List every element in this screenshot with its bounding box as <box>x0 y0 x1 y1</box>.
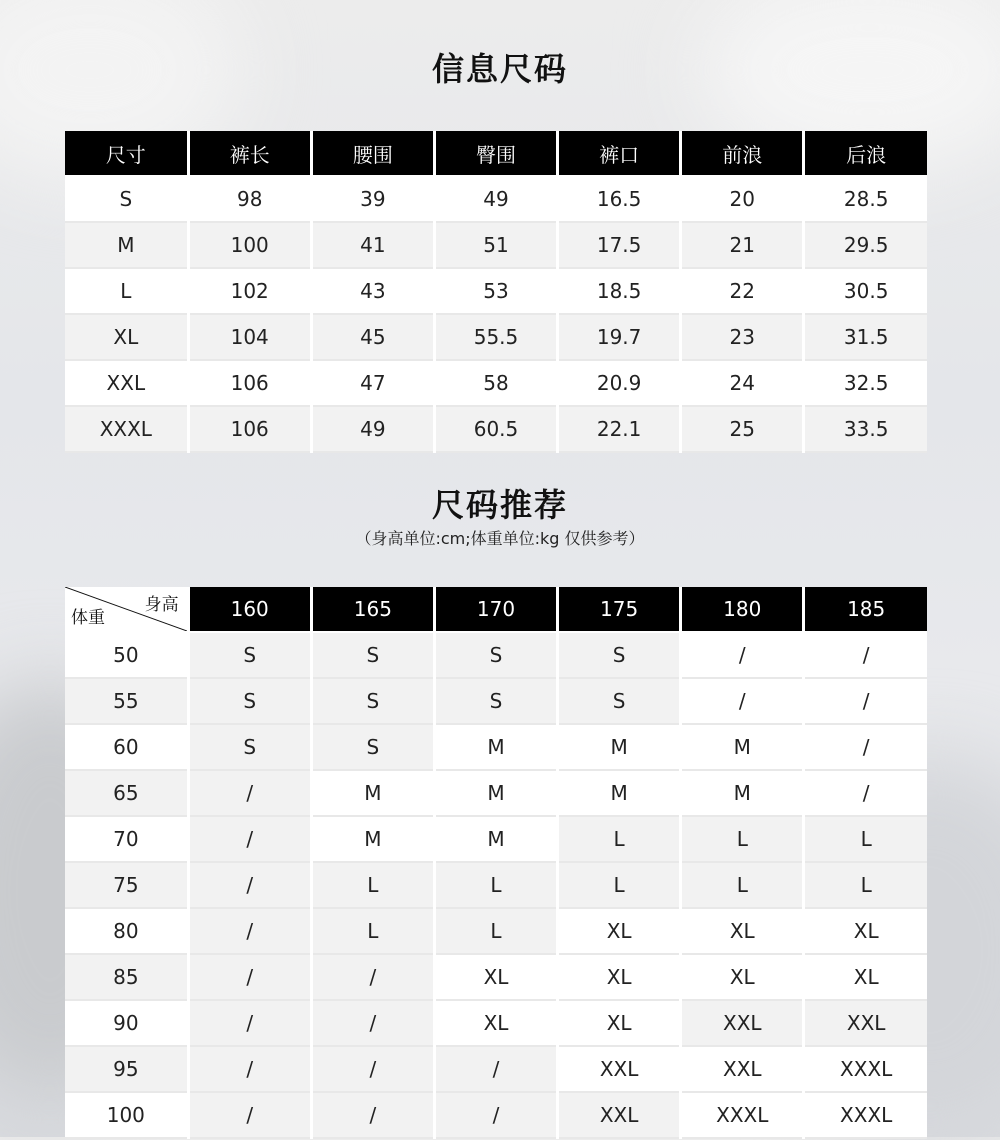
recommended-size-cell: / <box>681 632 804 678</box>
size-label-cell: S <box>65 176 188 222</box>
recommended-size-cell: M <box>681 724 804 770</box>
weight-cell: 55 <box>65 678 188 724</box>
table-row <box>65 1092 927 1138</box>
recommended-size-cell: L <box>804 862 927 908</box>
recommended-size-cell: / <box>434 1092 557 1138</box>
recommended-size-cell: / <box>188 862 311 908</box>
height-header: 170 <box>434 587 557 632</box>
recommended-size-cell: / <box>188 1000 311 1046</box>
table-row <box>65 954 927 1000</box>
size-label-cell: XXXL <box>65 406 188 452</box>
measurement-cell: 98 <box>188 176 311 222</box>
recommended-size-cell: S <box>311 724 434 770</box>
measurement-cell: 60.5 <box>434 406 557 452</box>
measurement-cell: 100 <box>188 222 311 268</box>
size-recommend-table <box>65 587 927 1139</box>
table-row <box>65 268 927 314</box>
measurement-cell: 55.5 <box>434 314 557 360</box>
size-label-cell: XXL <box>65 360 188 406</box>
table-row <box>65 360 927 406</box>
measurement-cell: 18.5 <box>558 268 681 314</box>
column-header: 前浪 <box>681 131 804 176</box>
recommended-size-cell: S <box>188 724 311 770</box>
measurement-cell: 32.5 <box>804 360 927 406</box>
recommended-size-cell: M <box>311 816 434 862</box>
measurement-cell: 47 <box>311 360 434 406</box>
height-header: 185 <box>804 587 927 632</box>
recommended-size-cell: XXL <box>681 1046 804 1092</box>
recommended-size-cell: XL <box>681 954 804 1000</box>
recommended-size-cell: / <box>681 678 804 724</box>
measurement-cell: 31.5 <box>804 314 927 360</box>
table-row <box>65 862 927 908</box>
recommended-size-cell: L <box>681 816 804 862</box>
measurement-cell: 22 <box>681 268 804 314</box>
column-header: 尺寸 <box>65 131 188 176</box>
column-header: 后浪 <box>804 131 927 176</box>
recommended-size-cell: M <box>558 770 681 816</box>
measurement-cell: 24 <box>681 360 804 406</box>
measurement-cell: 29.5 <box>804 222 927 268</box>
measurement-cell: 21 <box>681 222 804 268</box>
recommended-size-cell: L <box>311 908 434 954</box>
measurement-cell: 16.5 <box>558 176 681 222</box>
units-note: （身高单位:cm;体重单位:kg 仅供参考） <box>355 529 645 548</box>
recommended-size-cell: M <box>434 770 557 816</box>
recommended-size-cell: / <box>188 1092 311 1138</box>
measurement-cell: 49 <box>434 176 557 222</box>
recommended-size-cell: / <box>188 770 311 816</box>
recommended-size-cell: / <box>311 1000 434 1046</box>
recommended-size-cell: S <box>188 678 311 724</box>
recommended-size-cell: / <box>311 954 434 1000</box>
measurement-cell: 25 <box>681 406 804 452</box>
recommended-size-cell: L <box>434 908 557 954</box>
measurement-cell: 58 <box>434 360 557 406</box>
height-header: 160 <box>188 587 311 632</box>
corner-header-cell <box>65 587 188 632</box>
measurement-cell: 51 <box>434 222 557 268</box>
measurement-cell: 104 <box>188 314 311 360</box>
size-info-header-row <box>65 131 927 176</box>
recommended-size-cell: / <box>311 1092 434 1138</box>
recommended-size-cell: / <box>311 1046 434 1092</box>
recommended-size-cell: L <box>804 816 927 862</box>
table-row <box>65 222 927 268</box>
weight-cell: 65 <box>65 770 188 816</box>
measurement-cell: 23 <box>681 314 804 360</box>
recommended-size-cell: / <box>804 724 927 770</box>
weight-axis-label: 体重 <box>71 608 105 628</box>
measurement-cell: 43 <box>311 268 434 314</box>
weight-cell: 85 <box>65 954 188 1000</box>
measurement-cell: 39 <box>311 176 434 222</box>
weight-cell: 60 <box>65 724 188 770</box>
recommended-size-cell: / <box>804 770 927 816</box>
measurement-cell: 106 <box>188 360 311 406</box>
table-row <box>65 1000 927 1046</box>
measurement-cell: 45 <box>311 314 434 360</box>
size-label-cell: L <box>65 268 188 314</box>
weight-cell: 75 <box>65 862 188 908</box>
recommended-size-cell: L <box>434 862 557 908</box>
recommended-size-cell: XXL <box>558 1046 681 1092</box>
recommended-size-cell: S <box>311 678 434 724</box>
recommended-size-cell: XL <box>434 1000 557 1046</box>
height-header: 165 <box>311 587 434 632</box>
recommended-size-cell: / <box>188 908 311 954</box>
weight-cell: 80 <box>65 908 188 954</box>
weight-cell: 70 <box>65 816 188 862</box>
recommended-size-cell: / <box>188 816 311 862</box>
table-row <box>65 908 927 954</box>
recommended-size-cell: XXL <box>558 1092 681 1138</box>
recommended-size-cell: XL <box>804 954 927 1000</box>
recommended-size-cell: / <box>188 954 311 1000</box>
measurement-cell: 106 <box>188 406 311 452</box>
size-info-title: 信息尺码 <box>431 50 568 88</box>
column-header: 裤口 <box>558 131 681 176</box>
recommended-size-cell: S <box>188 632 311 678</box>
recommended-size-cell: M <box>681 770 804 816</box>
measurement-cell: 41 <box>311 222 434 268</box>
recommended-size-cell: XXL <box>681 1000 804 1046</box>
recommended-size-cell: XXXL <box>681 1092 804 1138</box>
column-header: 臀围 <box>434 131 557 176</box>
column-header: 腰围 <box>311 131 434 176</box>
size-label-cell: M <box>65 222 188 268</box>
size-info-table <box>65 131 927 453</box>
measurement-cell: 20 <box>681 176 804 222</box>
recommended-size-cell: / <box>434 1046 557 1092</box>
recommended-size-cell: XL <box>681 908 804 954</box>
recommended-size-cell: XL <box>558 1000 681 1046</box>
weight-cell: 95 <box>65 1046 188 1092</box>
size-recommend-title: 尺码推荐 <box>431 486 568 524</box>
recommended-size-cell: S <box>311 632 434 678</box>
recommended-size-cell: XXL <box>804 1000 927 1046</box>
measurement-cell: 17.5 <box>558 222 681 268</box>
table-row <box>65 816 927 862</box>
weight-cell: 90 <box>65 1000 188 1046</box>
recommended-size-cell: XL <box>558 908 681 954</box>
recommended-size-cell: S <box>558 632 681 678</box>
recommended-size-cell: S <box>434 632 557 678</box>
recommended-size-cell: / <box>804 632 927 678</box>
recommended-size-cell: XL <box>558 954 681 1000</box>
table-row <box>65 678 927 724</box>
measurement-cell: 22.1 <box>558 406 681 452</box>
recommended-size-cell: XXXL <box>804 1046 927 1092</box>
measurement-cell: 33.5 <box>804 406 927 452</box>
recommended-size-cell: L <box>681 862 804 908</box>
height-axis-label: 身高 <box>144 595 179 615</box>
size-label-cell: XL <box>65 314 188 360</box>
table-row <box>65 314 927 360</box>
recommended-size-cell: / <box>188 1046 311 1092</box>
table-row <box>65 770 927 816</box>
measurement-cell: 28.5 <box>804 176 927 222</box>
weight-cell: 100 <box>65 1092 188 1138</box>
table-row <box>65 1046 927 1092</box>
measurement-cell: 19.7 <box>558 314 681 360</box>
table-row <box>65 176 927 222</box>
measurement-cell: 49 <box>311 406 434 452</box>
height-header: 180 <box>681 587 804 632</box>
weight-cell: 50 <box>65 632 188 678</box>
table-row <box>65 406 927 452</box>
recommended-size-cell: M <box>434 724 557 770</box>
recommended-size-cell: S <box>558 678 681 724</box>
recommended-size-cell: XL <box>434 954 557 1000</box>
size-recommend-header-row <box>65 587 927 632</box>
measurement-cell: 30.5 <box>804 268 927 314</box>
measurement-cell: 20.9 <box>558 360 681 406</box>
measurement-cell: 102 <box>188 268 311 314</box>
recommended-size-cell: / <box>804 678 927 724</box>
recommended-size-cell: L <box>558 862 681 908</box>
recommended-size-cell: M <box>558 724 681 770</box>
recommended-size-cell: XL <box>804 908 927 954</box>
table-row <box>65 724 927 770</box>
recommended-size-cell: M <box>311 770 434 816</box>
recommended-size-cell: XXXL <box>804 1092 927 1138</box>
height-header: 175 <box>558 587 681 632</box>
recommended-size-cell: L <box>558 816 681 862</box>
recommended-size-cell: L <box>311 862 434 908</box>
recommended-size-cell: M <box>434 816 557 862</box>
measurement-cell: 53 <box>434 268 557 314</box>
table-row <box>65 632 927 678</box>
column-header: 裤长 <box>188 131 311 176</box>
recommended-size-cell: S <box>434 678 557 724</box>
